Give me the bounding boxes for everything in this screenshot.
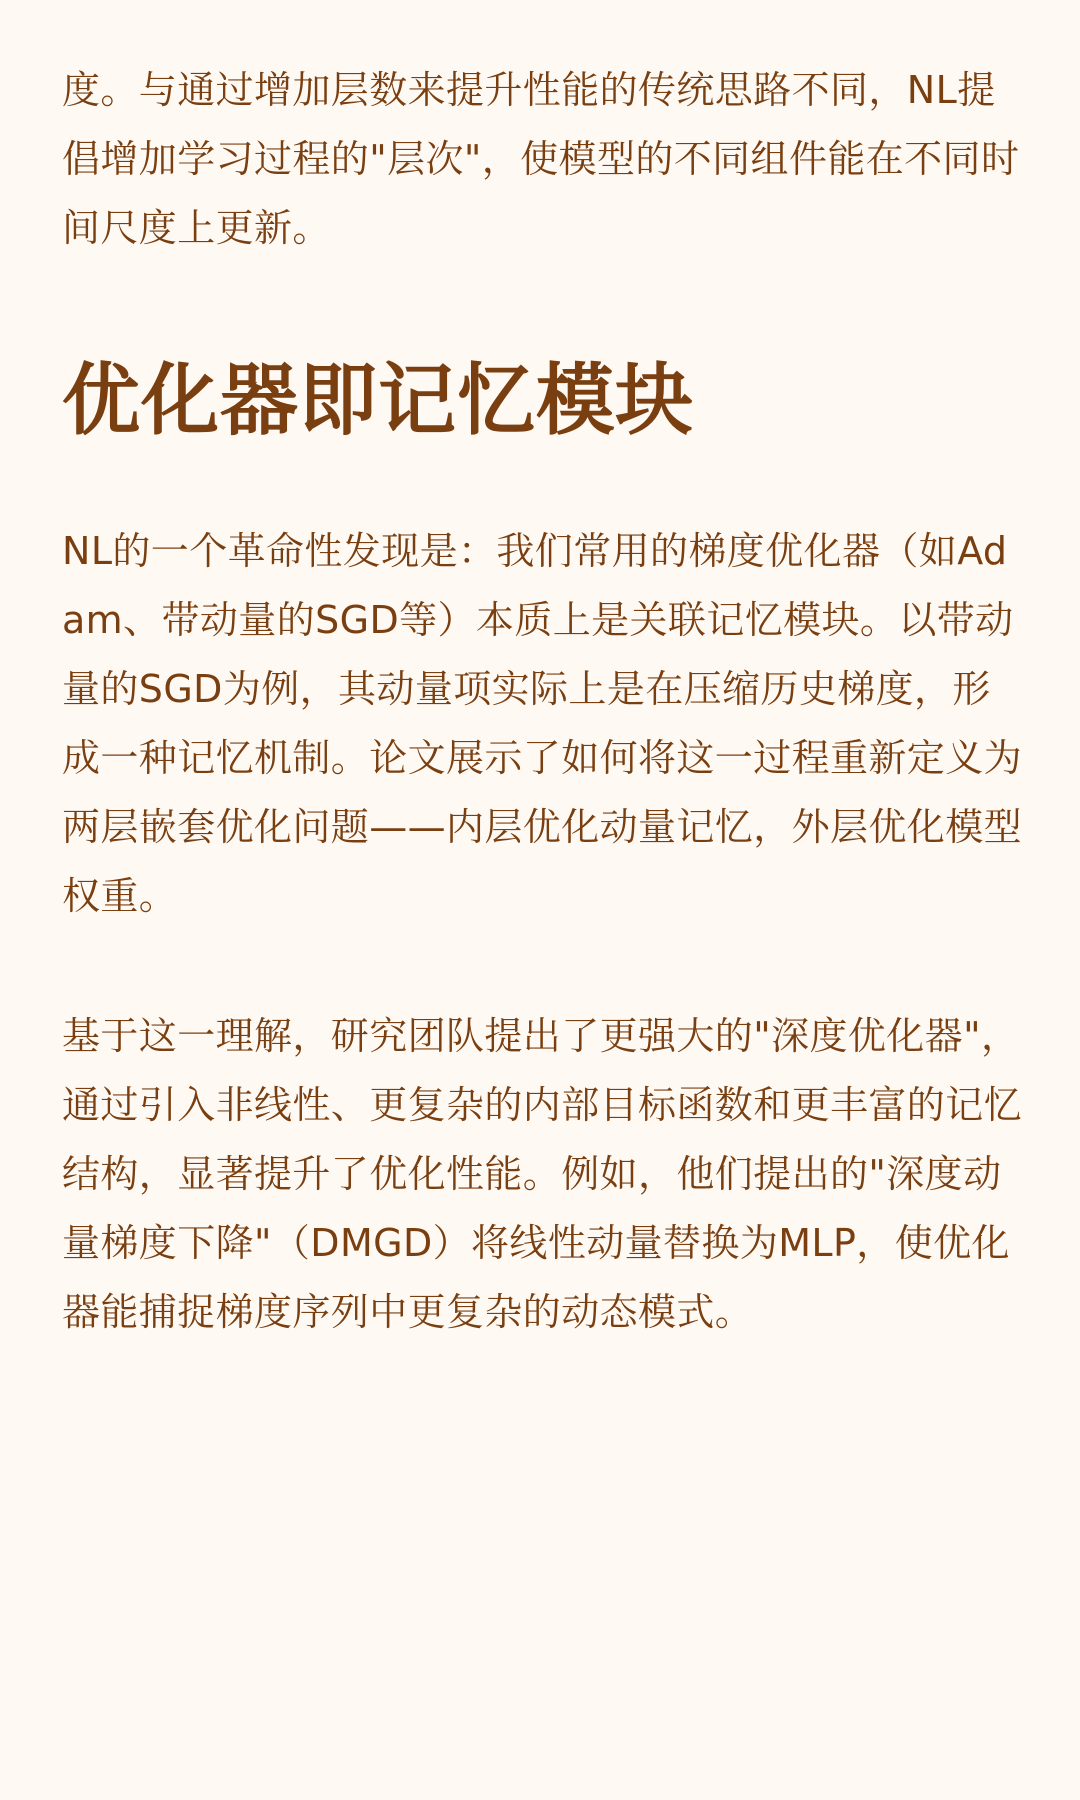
body-paragraph-2: 基于这一理解，研究团队提出了更强大的"深度优化器"，通过引入非线性、更复杂的内部目标函数和更丰富的记忆结构，显著提升了优化性能。例如，他们提出的"深度动量梯度下降"（DMGD）将线性动量替换为MLP，使优化器能捕捉梯度序列中更复杂的动态模式。 (62, 1014, 1023, 1334)
intro-paragraph: 度。与通过增加层数来提升性能的传统思路不同，NL提倡增加学习过程的"层次"，使模型的不同组件能在不同时间尺度上更新。 (62, 68, 1020, 250)
body-paragraph-1: NL的一个革命性发现是：我们常用的梯度优化器（如Adam、带动量的SGD等）本质上是关联记忆模块。以带动量的SGD为例，其动量项实际上是在压缩历史梯度，形成一种记忆机制。论文展示了如何将这一过程重新定义为两层嵌套优化问题——内层优化动量记忆，外层优化模型权重。 (62, 529, 1023, 918)
article-body (62, 56, 1022, 1347)
section-heading: 优化器即记忆模块 (62, 356, 695, 446)
